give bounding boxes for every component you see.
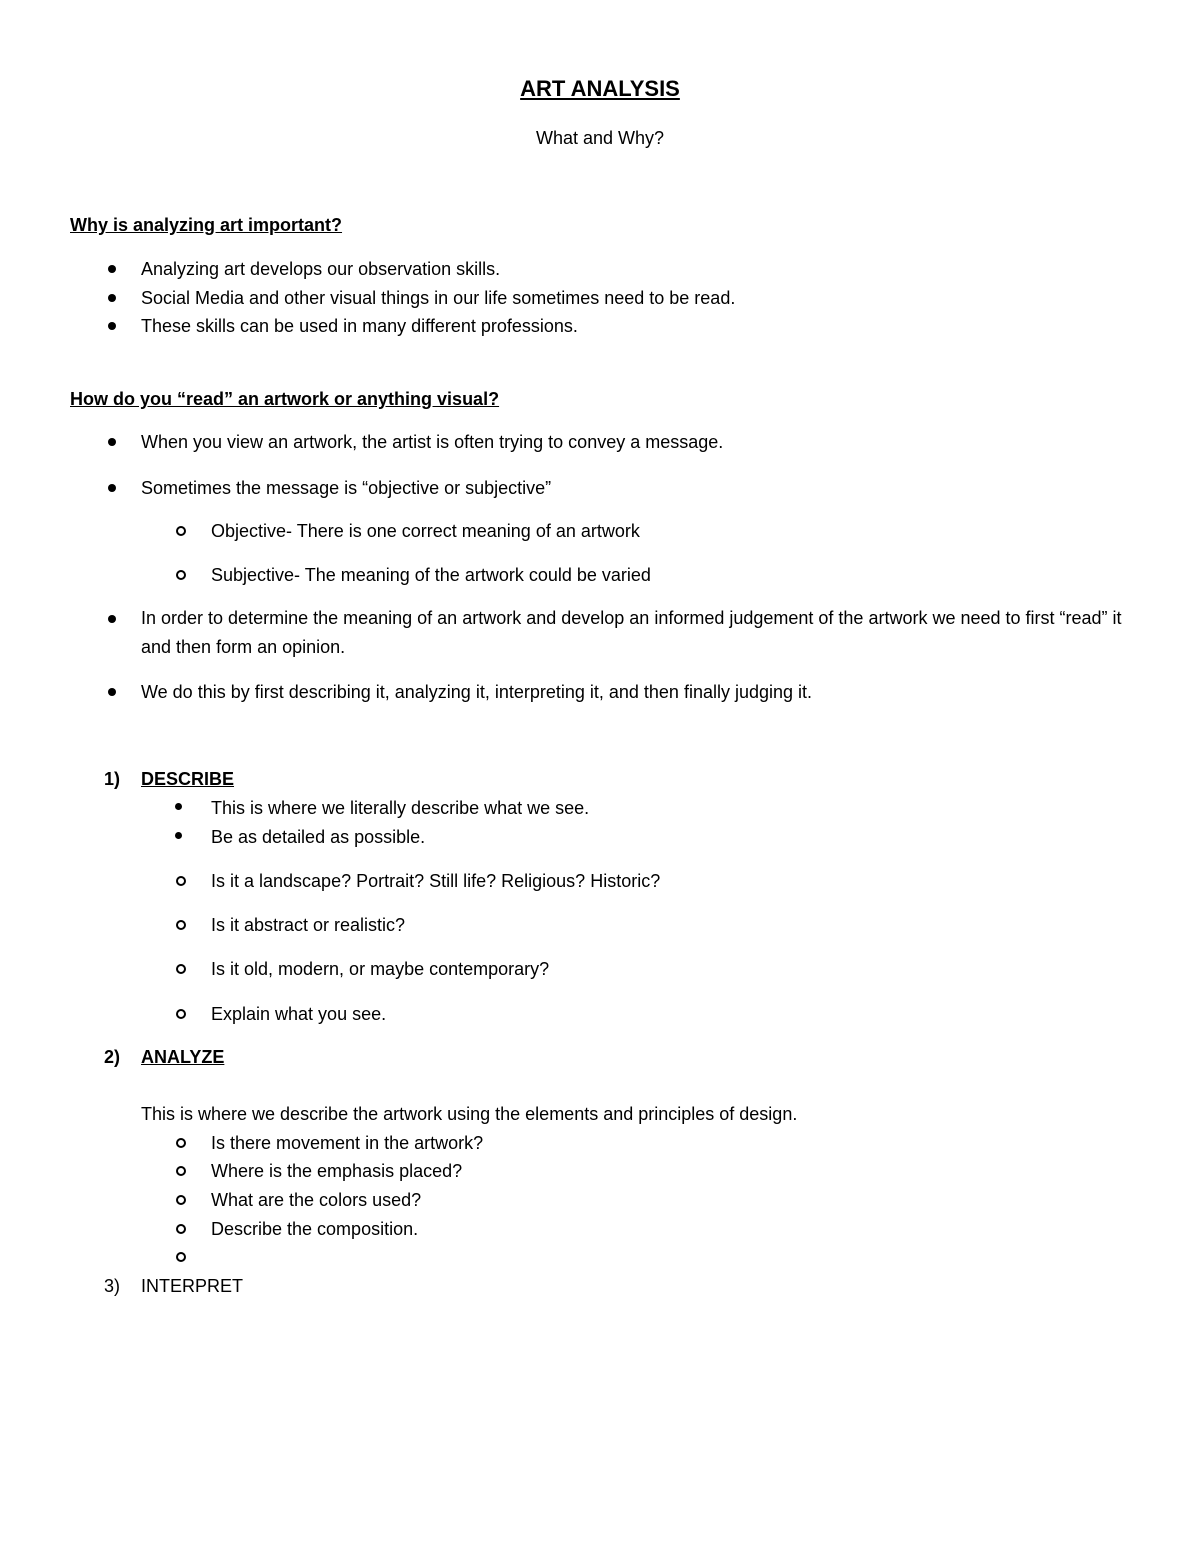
step-heading-analyze: ANALYZE [141,1047,225,1067]
bullet-icon [108,484,116,492]
list-item: In order to determine the meaning of an artwork and develop an informed judgement of the artwork we need to first “read” it and then form an opinion. [141,608,1122,657]
list-item: We do this by first describing it, analyzing it, interpreting it, and then finally judging it. [141,682,813,702]
circle-bullet-icon [176,1166,186,1176]
circle-bullet-icon [176,876,186,886]
step-number: 2) [104,1047,121,1067]
bullet-icon [175,803,182,810]
section-heading-how: How do you “read” an artwork or anything visual? [70,389,500,409]
bullet-icon [108,322,116,330]
bullet-icon [175,832,182,839]
bullet-icon [108,688,116,696]
bullet-icon [108,294,116,302]
circle-bullet-icon [176,1224,186,1234]
step-heading-interpret: INTERPRET [141,1276,244,1296]
sub-list-item: Describe the composition. [211,1219,419,1239]
sub-list-item: Explain what you see. [211,1004,387,1024]
page-title: ART ANALYSIS [520,76,680,101]
sub-list-item: Is it a landscape? Portrait? Still life? Religious? Historic? [211,871,661,891]
step-number: 3) [104,1276,121,1296]
sub-list-item: Is it old, modern, or maybe contemporary? [211,959,550,979]
step-number: 1) [104,769,121,789]
list-item: Analyzing art develops our observation skills. [141,259,501,279]
bullet-icon [108,438,116,446]
paragraph: This is where we describe the artwork using the elements and principles of design. [141,1104,798,1124]
circle-bullet-icon [176,570,186,580]
list-item: When you view an artwork, the artist is often trying to convey a message. [141,432,724,452]
sub-list-item: Is there movement in the artwork? [211,1133,484,1153]
sub-list-item: Subjective- The meaning of the artwork could be varied [211,565,651,585]
circle-bullet-icon [176,526,186,536]
list-item: This is where we literally describe what we see. [211,798,590,818]
bullet-icon [108,265,116,273]
list-item: Social Media and other visual things in our life sometimes need to be read. [141,288,736,308]
circle-bullet-icon [176,964,186,974]
bullet-icon [108,615,116,623]
circle-bullet-icon [176,920,186,930]
list-item: These skills can be used in many different professions. [141,316,578,336]
sub-list-item: Is it abstract or realistic? [211,915,406,935]
circle-bullet-icon [176,1195,186,1205]
step-heading-describe: DESCRIBE [141,769,235,789]
sub-list-item: What are the colors used? [211,1190,422,1210]
circle-bullet-icon [176,1009,186,1019]
section-heading-why: Why is analyzing art important? [70,215,343,235]
list-item: Sometimes the message is “objective or subjective” [141,478,552,498]
circle-bullet-icon [176,1252,186,1262]
page-subtitle: What and Why? [535,128,665,148]
list-item: Be as detailed as possible. [211,827,426,847]
circle-bullet-icon [176,1138,186,1148]
sub-list-item: Objective- There is one correct meaning of an artwork [211,521,640,541]
sub-list-item: Where is the emphasis placed? [211,1161,463,1181]
